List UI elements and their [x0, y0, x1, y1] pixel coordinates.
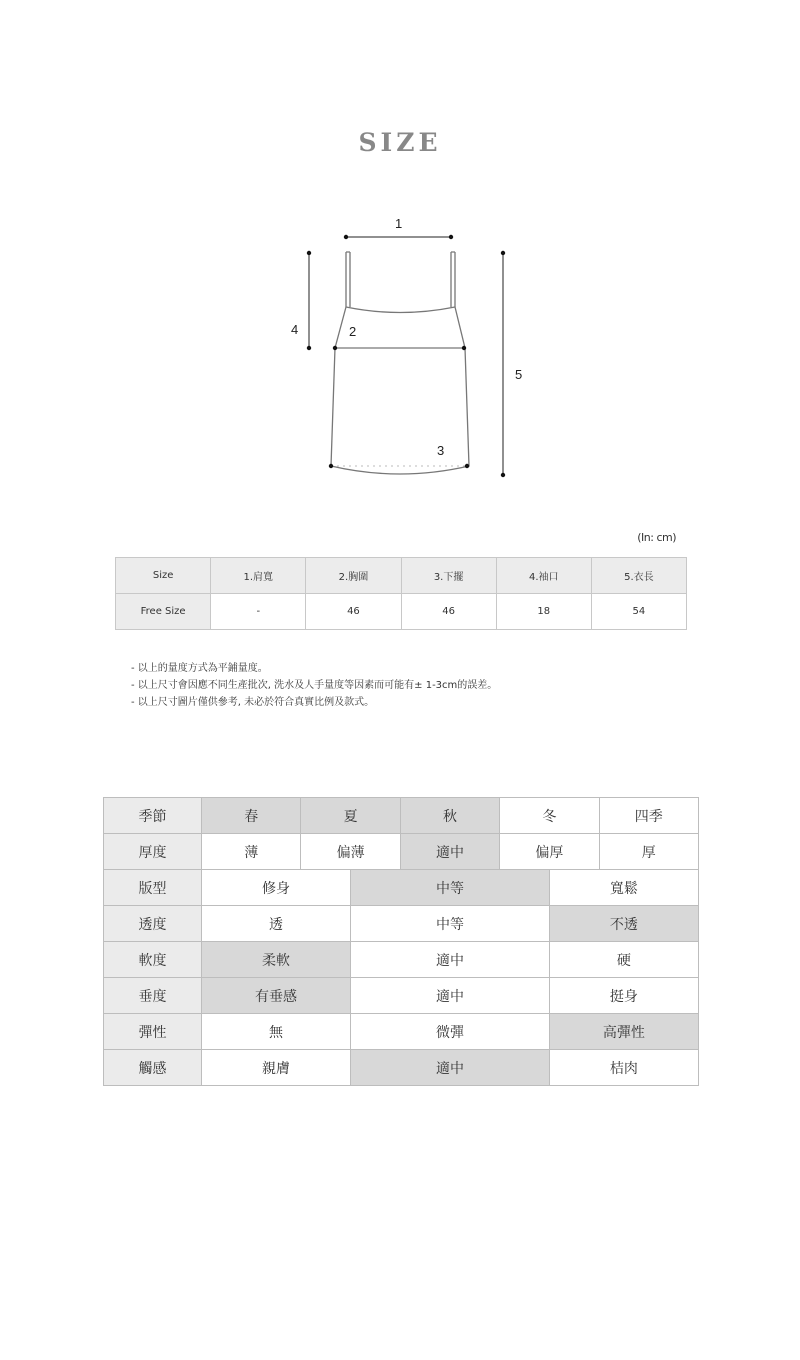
attribute-option: 中等	[351, 906, 550, 942]
attribute-label: 彈性	[104, 1014, 202, 1050]
attribute-label: 透度	[104, 906, 202, 942]
note: - 以上尺寸會因應不同生產批次, 洗水及人手量度等因素而可能有± 1-3cm的誤差。	[131, 680, 498, 691]
table-cell: 46	[401, 594, 496, 630]
header-cell: 2.胸圍	[306, 558, 401, 594]
attribute-label: 垂度	[104, 978, 202, 1014]
attribute-row	[104, 870, 699, 906]
header-cell: Size	[116, 558, 211, 594]
attribute-label: 季節	[104, 798, 202, 834]
header-cell: 4.袖口	[496, 558, 591, 594]
header-cell: 1.肩寬	[211, 558, 306, 594]
attribute-row	[104, 906, 699, 942]
attribute-option: 厚	[599, 834, 698, 870]
measure-label-5: 5	[515, 367, 523, 382]
attribute-row	[104, 942, 699, 978]
attribute-row	[104, 1014, 699, 1050]
attribute-option: 親膚	[202, 1050, 351, 1086]
fabric-attribute-table	[103, 797, 699, 1086]
attribute-option: 無	[202, 1014, 351, 1050]
row-label: Free Size	[116, 594, 211, 630]
table-cell: 46	[306, 594, 401, 630]
measurement-notes	[131, 660, 497, 711]
attribute-option: 偏厚	[500, 834, 599, 870]
attribute-option: 透	[202, 906, 351, 942]
attribute-option-selected: 中等	[351, 870, 550, 906]
attribute-option: 桔肉	[549, 1050, 698, 1086]
attribute-option: 適中	[351, 978, 550, 1014]
attribute-option: 四季	[599, 798, 698, 834]
attribute-row	[104, 798, 699, 834]
table-row	[116, 594, 687, 630]
size-table-header	[116, 558, 687, 594]
attribute-option-selected: 適中	[400, 834, 499, 870]
attribute-label: 厚度	[104, 834, 202, 870]
attribute-option: 薄	[202, 834, 301, 870]
attribute-label: 觸感	[104, 1050, 202, 1086]
attribute-option-selected: 夏	[301, 798, 400, 834]
attribute-option: 修身	[202, 870, 351, 906]
attribute-option: 冬	[500, 798, 599, 834]
measure-label-2: 2	[349, 324, 357, 339]
attribute-option: 微彈	[351, 1014, 550, 1050]
header-cell: 5.衣長	[591, 558, 686, 594]
note: - 以上尺寸圖片僅供參考, 未必於符合真實比例及款式。	[131, 697, 375, 708]
attribute-option-selected: 適中	[351, 1050, 550, 1086]
note: - 以上的量度方式為平鋪量度。	[131, 663, 268, 674]
table-cell: 18	[496, 594, 591, 630]
header-cell: 3.下擺	[401, 558, 496, 594]
attribute-row	[104, 1050, 699, 1086]
attribute-option-selected: 春	[202, 798, 301, 834]
size-table	[115, 557, 687, 630]
measure-label-3: 3	[437, 443, 445, 458]
measure-label-1: 1	[395, 216, 403, 231]
table-cell: 54	[591, 594, 686, 630]
attribute-option: 適中	[351, 942, 550, 978]
garment-diagram	[0, 200, 800, 500]
attribute-option: 挺身	[549, 978, 698, 1014]
attribute-option-selected: 有垂感	[202, 978, 351, 1014]
unit-label: (In: cm)	[637, 531, 676, 544]
measure-label-4: 4	[291, 322, 299, 337]
attribute-row	[104, 978, 699, 1014]
attribute-option: 寬鬆	[549, 870, 698, 906]
attribute-option-selected: 秋	[400, 798, 499, 834]
attribute-option-selected: 柔軟	[202, 942, 351, 978]
attribute-option-selected: 不透	[549, 906, 698, 942]
attribute-option-selected: 高彈性	[549, 1014, 698, 1050]
attribute-option: 硬	[549, 942, 698, 978]
attribute-label: 軟度	[104, 942, 202, 978]
attribute-option: 偏薄	[301, 834, 400, 870]
attribute-label: 版型	[104, 870, 202, 906]
table-cell: -	[211, 594, 306, 630]
attribute-row	[104, 834, 699, 870]
page-title: SIZE	[358, 128, 442, 157]
